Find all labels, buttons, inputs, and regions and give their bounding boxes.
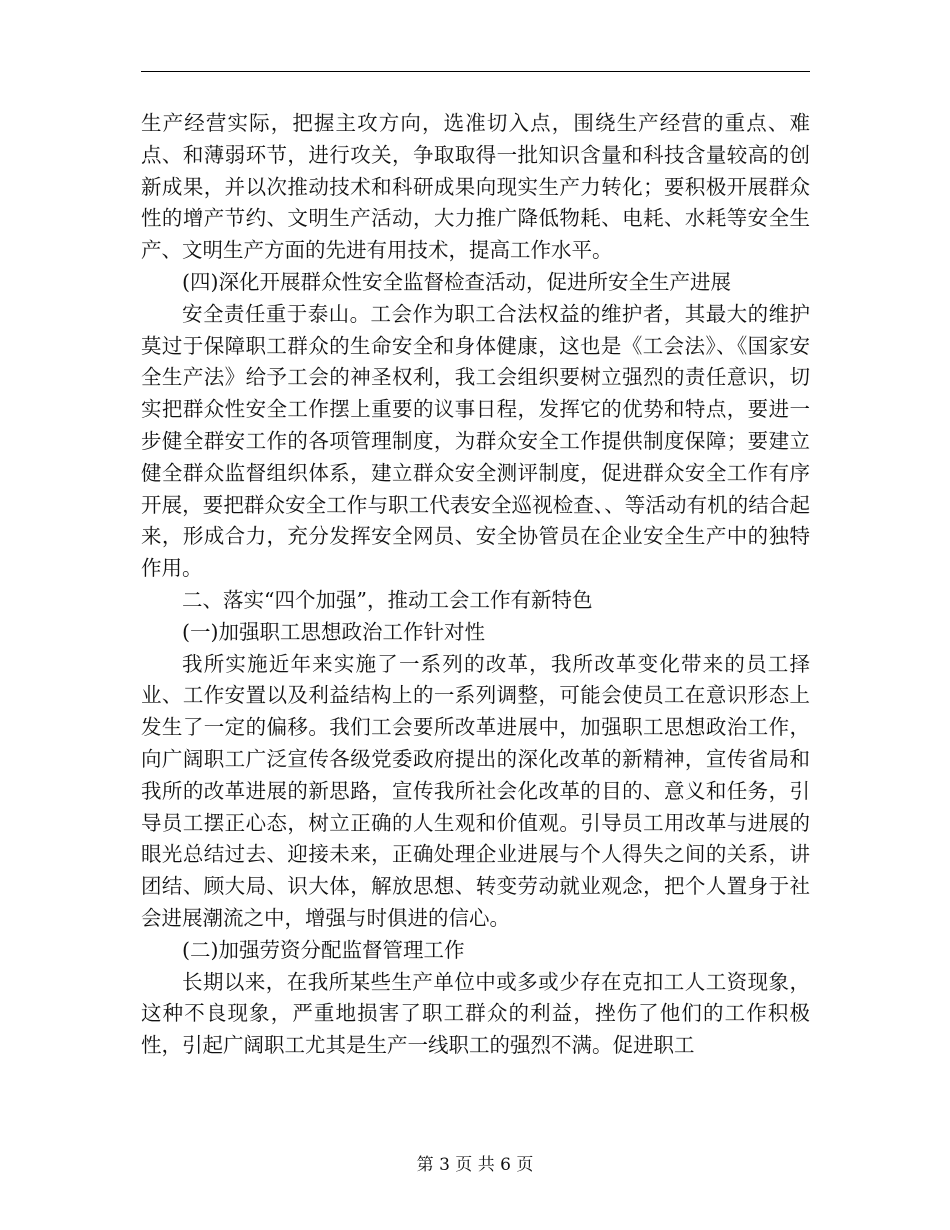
paragraph-2: 安全责任重于泰山。工会作为职工合法权益的维护者，其最大的维护莫过于保障职工群众的生命安全和身体健康，这也是《工会法》、《国家安全生产法》给予工会的神圣权利，我工会组织要树立强烈的责任意识，切实把群众性安全工作摆上重要的议事日程，发挥它的优势和特点，要进一步健全群安工作的各项管理制度，为群众安全工作提供制度保障；要建立健全群众监督组织体系，建立群众安全测评制度，促进群众安全工作有序开展，要把群众安全工作与职工代表安全巡视检查、、等活动有机的结合起来，形成合力，充分发挥安全网员、安全协管员在企业安全生产中的独特作用。	[141, 301, 810, 581]
page-number-footer: 第 3 页 共 6 页	[416, 1155, 534, 1175]
section-heading-4: (四)深化开展群众性安全监督检查活动，促进所安全生产进展	[182, 269, 731, 294]
paragraph-4: 长期以来，在我所某些生产单位中或多或少存在克扣工人工资现象，这种不良现象，严重地损害了职工群众的利益，挫伤了他们的工作积极性，引起广阔职工尤其是生产一线职工的强烈不满。促进职工	[141, 969, 810, 1058]
chapter-heading-2: 二、落实“四个加强”，推动工会工作有新特色	[182, 587, 593, 612]
paragraph-3: 我所实施近年来实施了一系列的改革，我所改革变化带来的员工择业、工作安置以及利益结构上的一系列调整，可能会使员工在意识形态上发生了一定的偏移。我们工会要所改革进展中，加强职工思想政治工作，向广阔职工广泛宣传各级党委政府提出的深化改革的新精神，宣传省局和我所的改革进展的新思路，宣传我所社会化改革的目的、意义和任务，引导员工摆正心态，树立正确的人生观和价值观。引导员工用改革与进展的眼光总结过去、迎接未来，正确处理企业进展与个人得失之间的关系，讲团结、顾大局、识大体，解放思想、转变劳动就业观念，把个人置身于社会进展潮流之中，增强与时俱进的信心。	[141, 651, 810, 930]
section-heading-2: (二)加强劳资分配监督管理工作	[182, 937, 465, 962]
section-heading-1: (一)加强职工思想政治工作针对性	[182, 619, 485, 644]
header-rule	[141, 71, 810, 72]
document-body	[141, 108, 810, 1062]
paragraph-1: 生产经营实际，把握主攻方向，选准切入点，围绕生产经营的重点、难点、和薄弱环节，进行攻关，争取取得一批知识含量和科技含量较高的创新成果，并以次推动技术和科研成果向现实生产力转化；要积极开展群众性的增产节约、文明生产活动，大力推广降低物耗、电耗、水耗等安全生产、文明生产方面的先进有用技术，提高工作水平。	[141, 111, 810, 263]
